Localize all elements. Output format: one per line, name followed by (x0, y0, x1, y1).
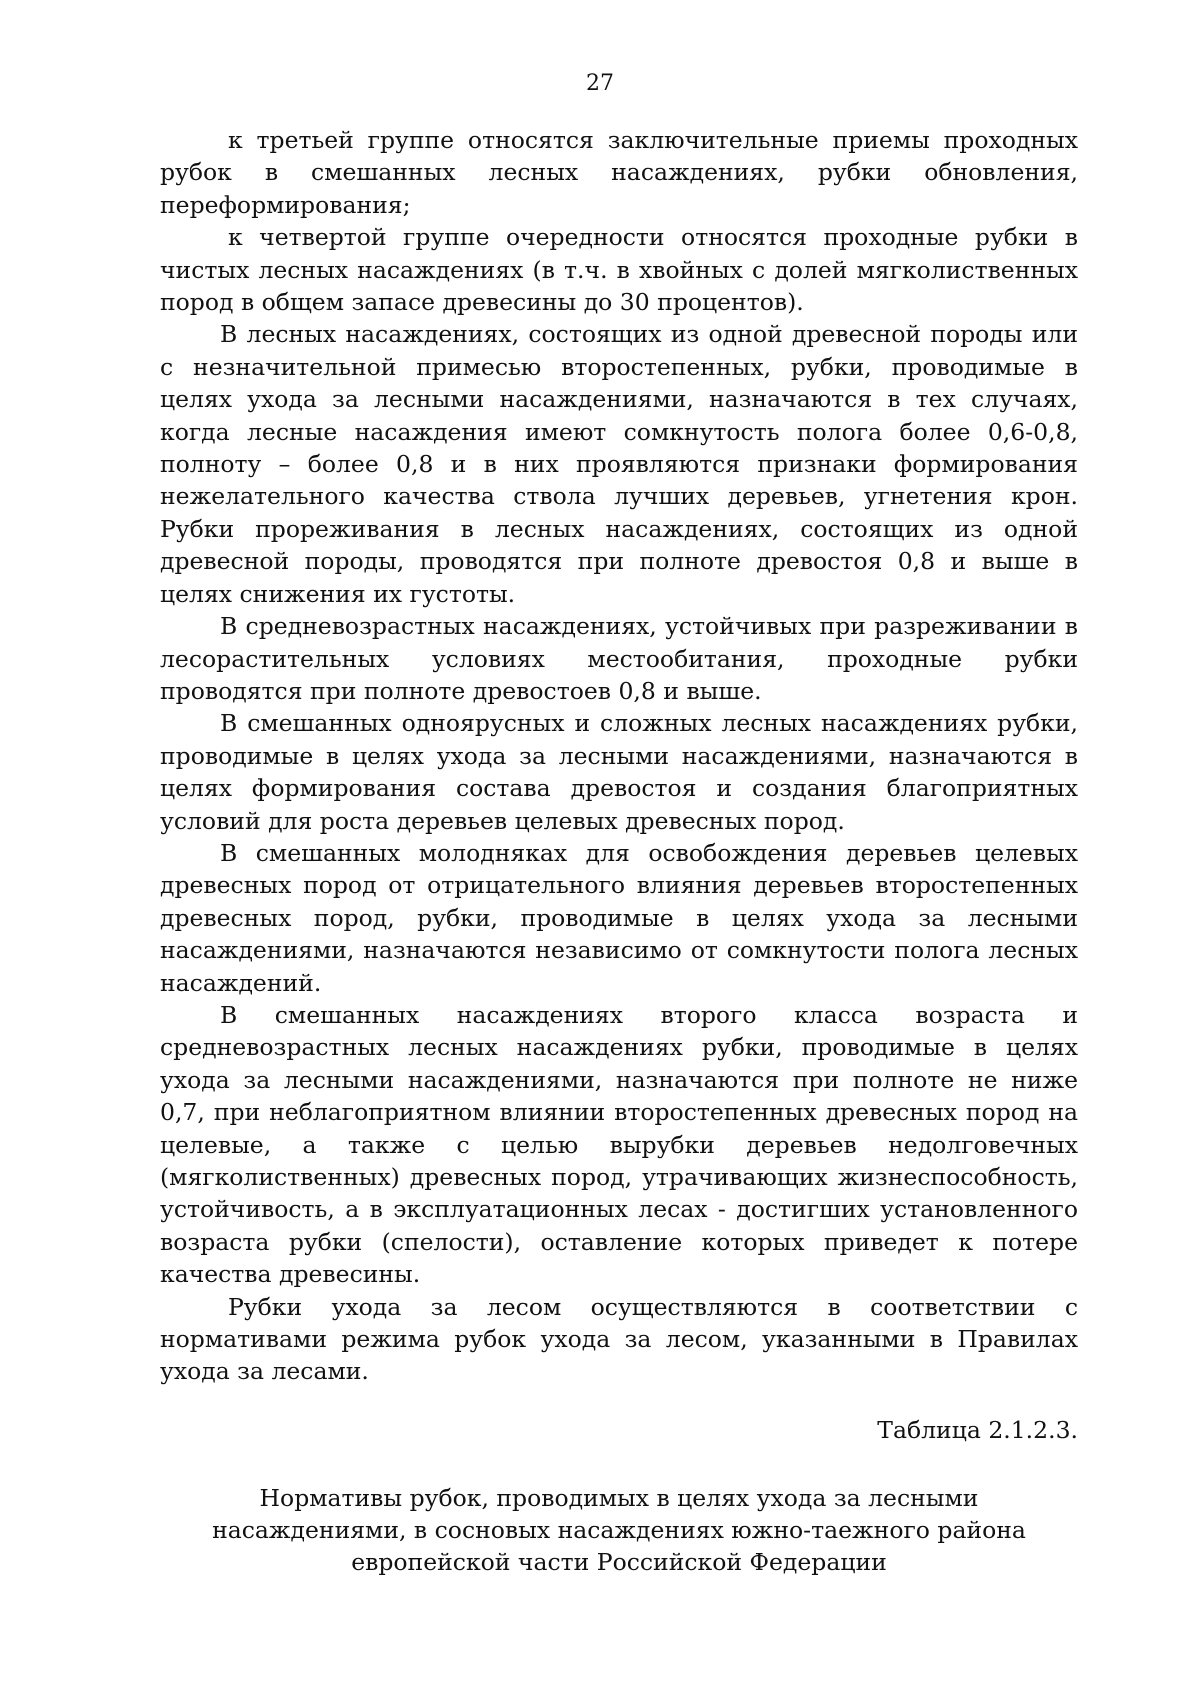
page-number: 27 (586, 71, 614, 96)
document-body (160, 124, 1078, 1578)
paragraph: В смешанных насаждениях второго класса возраста и средневозрастных лесных насаждениях рубки, проводимые в целях ухода за лесными насаждениями, назначаются при полноте не ниже 0,7, при неблагоприятном влиянии второстепенных древесных пород на целевые, а также с целью вырубки деревьев недолговечных (мягколиственных) древесных пород, утрачивающих жизнеспособность, устойчивость, а в эксплуатационных лесах - достигших установленного возраста рубки (спелости), оставление которых приведет к потере качества древесины. (160, 1000, 1078, 1289)
paragraph: В смешанных одноярусных и сложных лесных насаждениях рубки, проводимые в целях ухода за лесными насаждениями, назначаются в целях формирования состава древостоя и создания благоприятных условий для роста деревьев целевых древесных пород. (160, 709, 1078, 835)
paragraph: В средневозрастных насаждениях, устойчивых при разреживании в лесорастительных условиях местообитания, проходные рубки проводятся при полноте древостоев 0,8 и выше. (160, 612, 1078, 705)
paragraph: В смешанных молодняках для освобождения деревьев целевых древесных пород от отрицательного влияния деревьев второстепенных древесных пород, рубки, проводимые в целях ухода за лесными насаждениями, назначаются независимо от сомкнутости полога лесных насаждений. (160, 838, 1078, 997)
paragraph: к четвертой группе очередности относятся проходные рубки в чистых лесных насаждениях (в т.ч. в хвойных с долей мягколиственных пород в общем запасе древесины до 30 процентов). (160, 223, 1078, 317)
paragraph: Рубки ухода за лесом осуществляются в соответствии с нормативами режима рубок ухода за лесом, указанными в Правилах ухода за лесами. (160, 1292, 1078, 1386)
paragraph: В лесных насаждениях, состоящих из одной древесной породы или с незначительной примесью второстепенных, рубки, проводимые в целях ухода за лесными насаждениями, назначаются в тех случаях, когда лесные насаждения имеют сомкнутость полога более 0,6-0,8, полноту – более 0,8 и в них проявляются признаки формирования нежелательного качества ствола лучших деревьев, угнетения крон. Рубки прореживания в лесных насаждениях, состоящих из одной древесной породы, проводятся при полноте древостоя 0,8 и выше в целях снижения их густоты. (160, 320, 1078, 608)
table-title: Нормативы рубок, проводимых в целях ухода за лесными насаждениями, в сосновых насаждениях южно-таежного района европейской части Российской Федерации (212, 1483, 1026, 1576)
paragraph: к третьей группе относятся заключительные приемы проходных рубок в смешанных лесных насаждениях, рубки обновления, переформирования; (160, 126, 1078, 219)
table-reference: Таблица 2.1.2.3. (877, 1415, 1078, 1444)
